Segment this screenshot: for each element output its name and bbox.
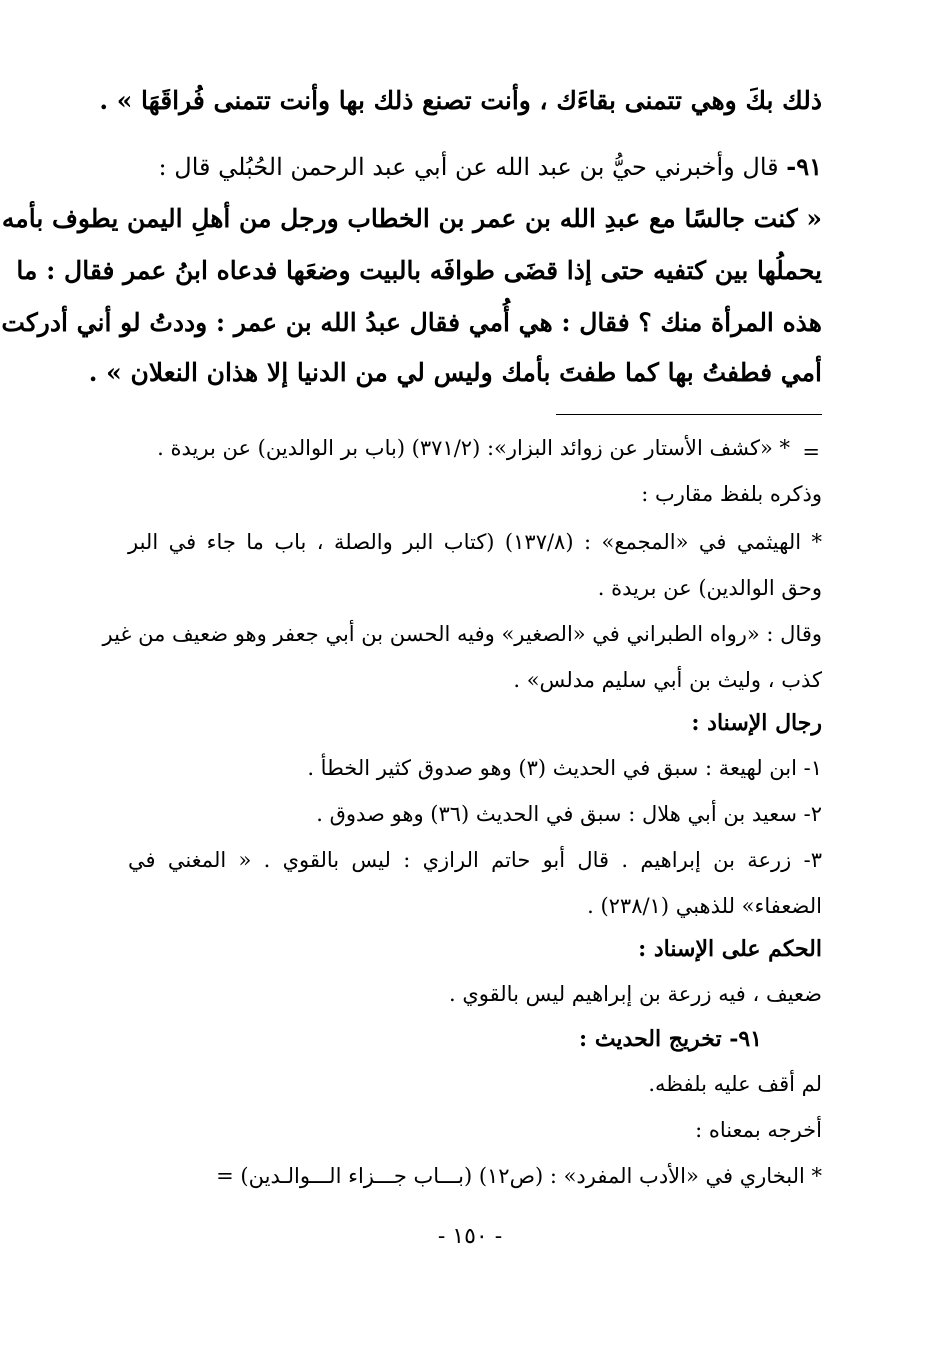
main-text-line-4: يحملُها بين كتفيه حتى إذا قضَى طوافَه بالبيت وضعَها فدعاه ابنُ عمر فقال : ما — [16, 256, 822, 285]
main-text-line-5: هذه المرأة منك ؟ فقال : هي أُمي فقال عبدُ الله بن عمر : وددتُ لو أني أدركت — [1, 308, 822, 337]
footnote-line-4: وحق الوالدين) عن بريدة . — [597, 576, 822, 600]
rijal-item-1: ١- ابن لهيعة : سبق في الحديث (٣) وهو صدوق كثير الخطأ . — [307, 756, 822, 780]
rijal-item-3a: ٣- زرعة بن إبراهيم . قال أبو حاتم الرازي : ليس بالقوي . « المغني في — [128, 848, 822, 872]
main-text-line-1: ذلك بكَ وهي تتمنى بقاءَك ، وأنت تصنع ذلك بها وأنت تتمنى فُراقَهَا » . — [99, 86, 822, 115]
heading-takhrij: ٩١- تخريج الحديث : — [579, 1026, 762, 1052]
footnote-line-2: وذكره بلفظ مقارب : — [641, 482, 822, 506]
footnote-line-1: * «كشف الأستار عن زوائد البزار»: (٣٧١/٢) (باب بر الوالدين) عن بريدة . — [157, 436, 790, 460]
takhrij-line-3: * البخاري في «الأدب المفرد» : (ص١٢) (بـــاب جـــزاء الـــوالـدين) = — [216, 1164, 822, 1188]
hukm-text: ضعيف ، فيه زرعة بن إبراهيم ليس بالقوي . — [449, 982, 822, 1006]
page-number: - ١٥٠ - — [437, 1224, 503, 1249]
hadith-intro-line — [128, 152, 822, 181]
hadith-intro-text: قال وأخبرني حيُّ بن عبد الله عن أبي عبد الرحمن الحُبُلي قال : — [158, 153, 779, 181]
rijal-item-2: ٢- سعيد بن أبي هلال : سبق في الحديث (٣٦) وهو صدوق . — [316, 802, 822, 826]
takhrij-line-2: أخرجه بمعناه : — [695, 1118, 822, 1142]
rijal-item-3b: الضعفاء» للذهبي (٢٣٨/١) . — [587, 894, 822, 918]
footnote-continuation-mark: = — [802, 440, 820, 464]
footnote-line-5: وقال : «رواه الطبراني في «الصغير» وفيه الحسن بن أبي جعفر وهو ضعيف من غير — [102, 622, 822, 646]
footnote-line-6: كذب ، وليث بن أبي سليم مدلس» . — [513, 668, 822, 692]
heading-rijal: رجال الإسناد : — [691, 710, 822, 736]
main-text-line-6: أمي فطفتُ بها كما طفتَ بأمك وليس لي من الدنيا إلا هذان النعلان » . — [88, 358, 822, 387]
main-text-line-3: « كنت جالسًا مع عبدِ الله بن عمر بن الخطاب ورجل من أهلِ اليمن يطوف بأمه — [1, 204, 822, 233]
hadith-number: ٩١- — [786, 152, 822, 181]
footnote-separator — [556, 414, 822, 415]
heading-hukm: الحكم على الإسناد : — [638, 936, 822, 962]
footnote-line-3: * الهيثمي في «المجمع» : (١٣٧/٨) (كتاب البر والصلة ، باب ما جاء في البر — [128, 530, 822, 554]
takhrij-line-1: لم أقف عليه بلفظه. — [648, 1072, 822, 1096]
